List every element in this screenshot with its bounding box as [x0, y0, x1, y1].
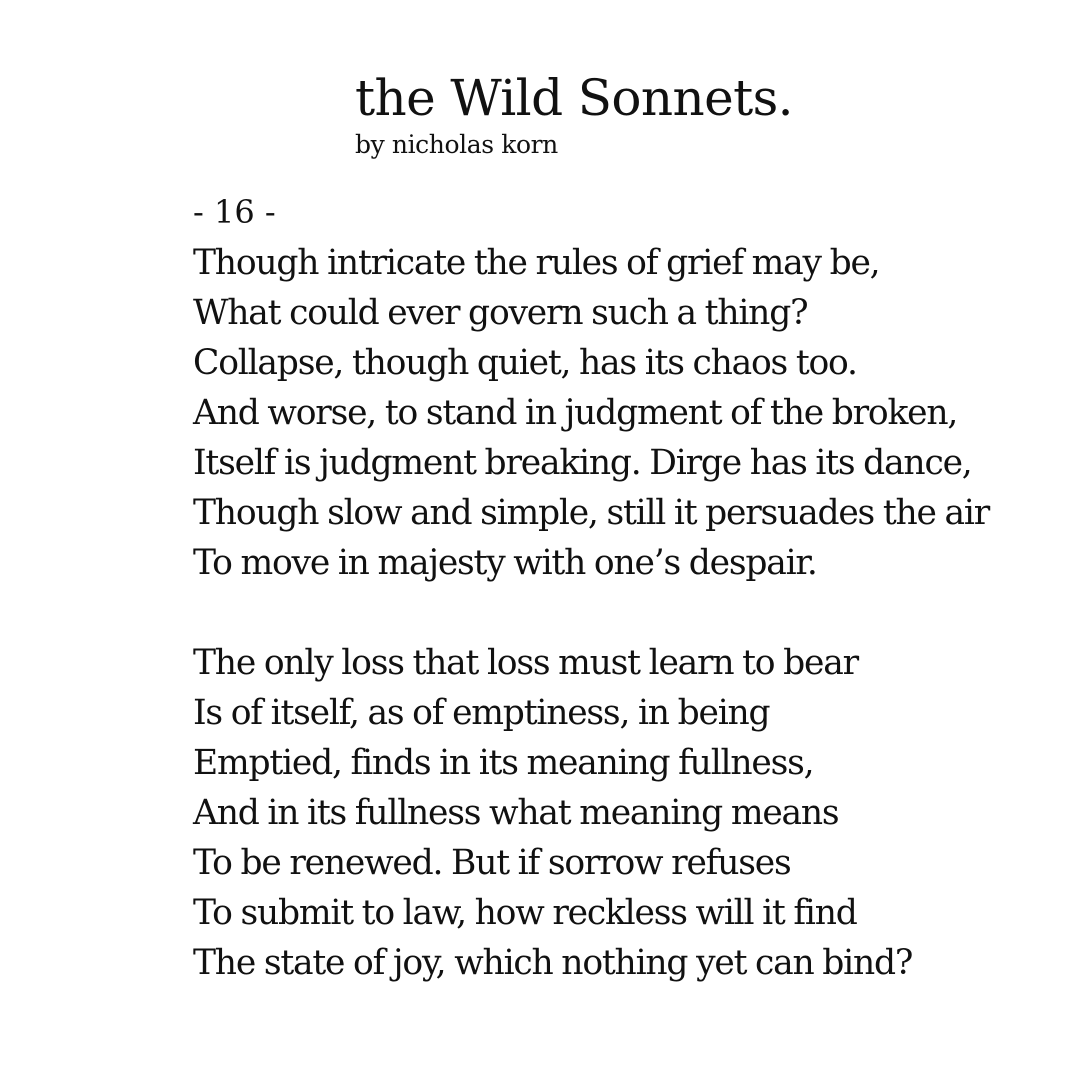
poem-line: The state of joy, which nothing yet can bind? [193, 943, 913, 983]
poem-line: And worse, to stand in judgment of the broken, [193, 393, 958, 433]
poem-line: Though slow and simple, still it persuades the air [193, 493, 989, 533]
sonnet-number: - 16 - [193, 193, 276, 231]
poem-line: Collapse, though quiet, has its chaos too. [193, 343, 857, 383]
poem-line: And in its fullness what meaning means [193, 793, 839, 833]
poem-line: The only loss that loss must learn to bear [193, 643, 858, 683]
poem-line: Emptied, finds in its meaning fullness, [193, 743, 814, 783]
page-title: the Wild Sonnets. [355, 69, 793, 127]
poem-line: To be renewed. But if sorrow refuses [193, 843, 791, 883]
poem-line: Itself is judgment breaking. Dirge has its dance, [193, 443, 972, 483]
poem-line: To submit to law, how reckless will it find [193, 893, 857, 933]
stanza-1 [193, 238, 989, 588]
poem-line: Though intricate the rules of grief may be, [193, 243, 880, 283]
poem-line: What could ever govern such a thing? [193, 293, 808, 333]
author-byline: by nicholas korn [355, 130, 558, 159]
poem-line: Is of itself, as of emptiness, in being [193, 693, 770, 733]
stanza-2 [193, 638, 912, 988]
poem-line: To move in majesty with one’s despair. [193, 543, 817, 583]
